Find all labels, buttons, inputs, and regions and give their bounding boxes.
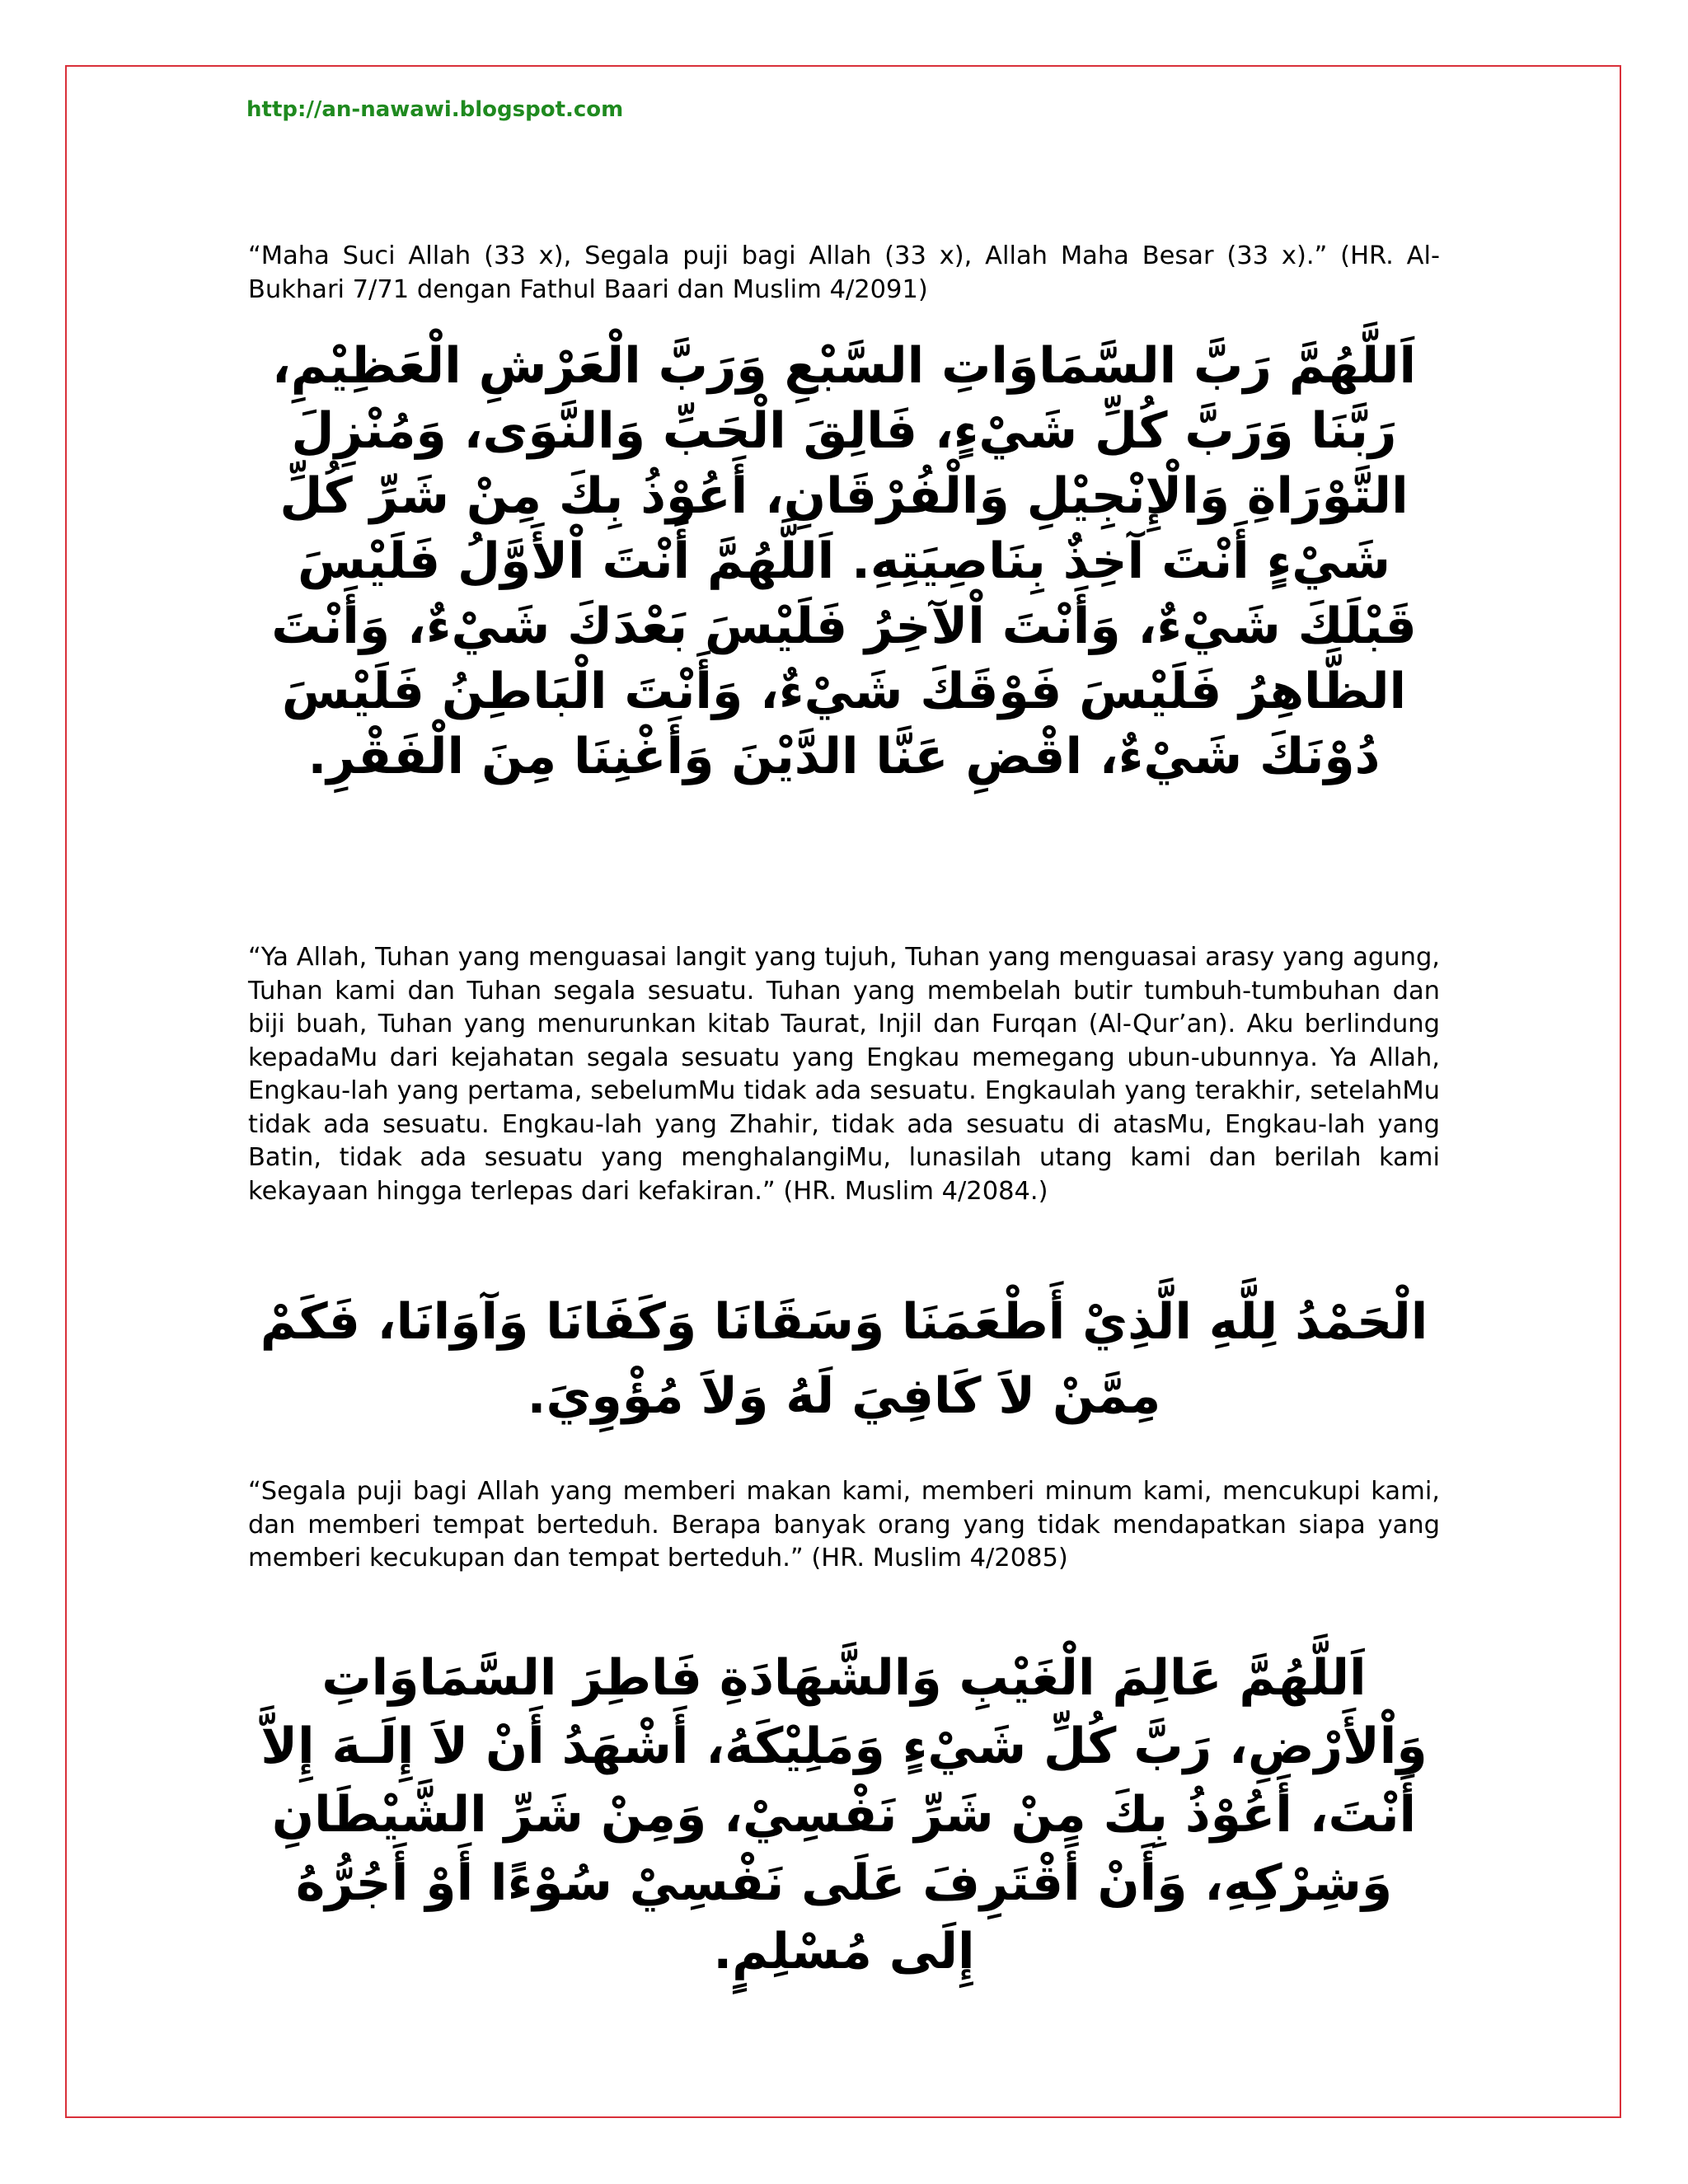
translation-paragraph: “Segala puji bagi Allah yang memberi makan kami, memberi minum kami, mencukupi kami, dan memberi tempat berteduh. Berapa banyak orang yang tidak mendapatkan siapa yang memberi kecukupan dan tempat berteduh.” (HR. Muslim 4/2085) bbox=[248, 1477, 1440, 1572]
arabic-prayer: الْحَمْدُ لِلَّهِ الَّذِيْ أَطْعَمَنَا وَسَقَانَا وَكَفَانَا وَآوَانَا، فَكَمْ مِمَّنْ لاَ كَافِيَ لَهُ وَلاَ مُؤْوِيَ. bbox=[260, 1293, 1428, 1425]
arabic-prayer: اَللَّهُمَّ رَبَّ السَّمَاوَاتِ السَّبْعِ وَرَبَّ الْعَرْشِ الْعَظِيْمِ، رَبَّنَا وَرَبَّ كُلِّ شَيْءٍ، فَالِقَ الْحَبِّ وَالنَّوَى، وَمُنْزِلَ التَّوْرَاةِ وَالْإِنْجِيْلِ وَالْفُرْقَانِ، أَعُوْذُ بِكَ مِنْ شَرِّ كُلِّ شَيْءٍ أَنْتَ آخِذٌ بِنَاصِيَتِهِ. اَللَّهُمَّ أَنْتَ اْلأَوَّلُ فَلَيْسَ قَبْلَكَ شَيْءٌ، وَأَنْتَ اْلآخِرُ فَلَيْسَ بَعْدَكَ شَيْءٌ، وَأَنْتَ الظَّاهِرُ فَلَيْسَ فَوْقَكَ شَيْءٌ، وَأَنْتَ الْبَاطِنُ فَلَيْسَ دُوْنَكَ شَيْءٌ، اقْضِ عَنَّا الدَّيْنَ وَأَغْنِنَا مِنَ الْفَقْرِ. bbox=[271, 337, 1417, 785]
arabic-prayer: اَللَّهُمَّ عَالِمَ الْغَيْبِ وَالشَّهَادَةِ فَاطِرَ السَّمَاوَاتِ وَاْلأَرْضِ، رَبَّ كُلِّ شَيْءٍ وَمَلِيْكَهُ، أَشْهَدُ أَنْ لاَ إِلَـهَ إِلاَّ أَنْتَ، أَعُوْذُ بِكَ مِنْ شَرِّ نَفْسِيْ، وَمِنْ شَرِّ الشَّيْطَانِ وَشِرْكِهِ، وَأَنْ أَقْتَرِفَ عَلَى نَفْسِيْ سُوْءًا أَوْ أَجُرُّهُ إِلَى مُسْلِمٍ. bbox=[260, 1649, 1428, 1980]
source-link[interactable]: http://an-nawawi.blogspot.com bbox=[246, 97, 624, 122]
translation-paragraph: “Maha Suci Allah (33 x), Segala puji bagi Allah (33 x), Allah Maha Besar (33 x).” (HR. Al-Bukhari 7/71 dengan Fathul Baari dan Muslim 4/2091) bbox=[248, 241, 1440, 304]
translation-paragraph: “Ya Allah, Tuhan yang menguasai langit yang tujuh, Tuhan yang menguasai arasy yang agung, Tuhan kami dan Tuhan segala sesuatu. Tuhan yang membelah butir tumbuh-tumbuhan dan biji buah, Tuhan yang menurunkan kitab Taurat, Injil dan Furqan (Al-Qur’an). Aku berlindung kepadaMu dari kejahatan segala sesuatu yang Engkau memegang ubun-ubunnya. Ya Allah, Engkau-lah yang pertama, sebelumMu tidak ada sesuatu. Engkaulah yang terakhir, setelahMu tidak ada sesuatu. Engkau-lah yang Zhahir, tidak ada sesuatu di atasMu, Engkau-lah yang Batin, tidak ada sesuatu yang menghalangiMu, lunasilah utang kami dan berilah kami kekayaan hingga terlepas dari kefakiran.” (HR. Muslim 4/2084.) bbox=[248, 943, 1440, 1206]
